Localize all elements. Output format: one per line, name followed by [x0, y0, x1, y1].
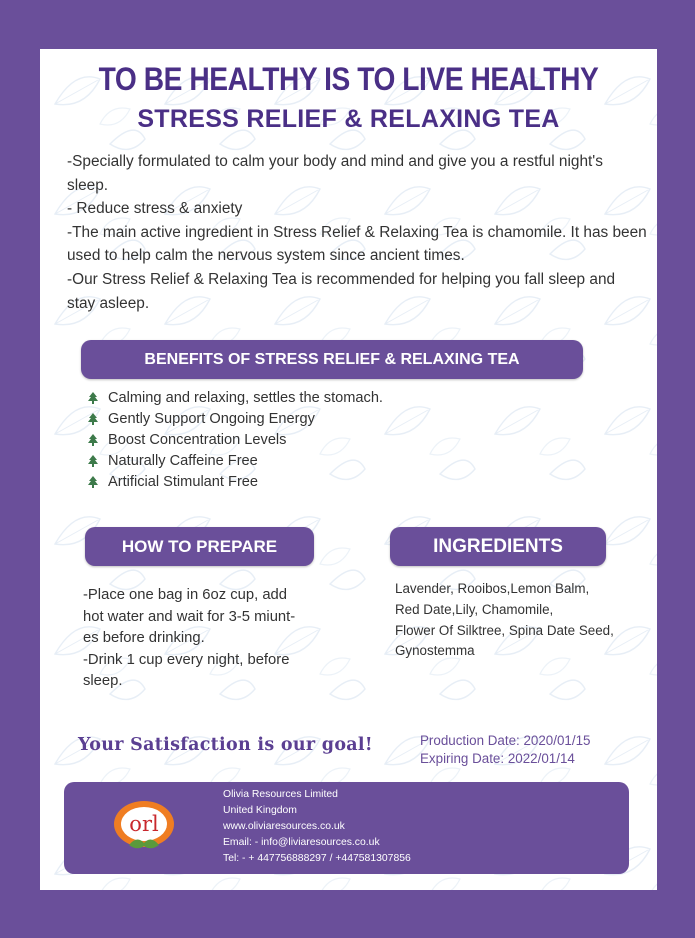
leaf-bullet-icon: [86, 391, 100, 405]
intro-text: [67, 150, 647, 315]
company-email[interactable]: Email: - info@liviaresources.co.uk: [223, 837, 380, 848]
company-website[interactable]: www.oliviaresources.co.uk: [223, 821, 345, 832]
benefit-text: Boost Concentration Levels: [108, 431, 287, 448]
prepare-line: hot water and wait for 3-5 miunt-: [83, 608, 296, 625]
ingredients-list: [395, 579, 645, 662]
page-headline: TO BE HEALTHY IS TO LIVE HEALTHY: [98, 61, 599, 97]
company-phone: Tel: - + 447756888297 / +447581307856: [223, 853, 411, 864]
how-to-prepare-heading: HOW TO PREPARE: [85, 527, 314, 566]
prepare-instructions: [83, 585, 333, 693]
list-item: [86, 471, 506, 492]
list-item: [86, 388, 506, 409]
benefits-heading: BENEFITS OF STRESS RELIEF & RELAXING TEA: [81, 340, 583, 379]
leaf-bullet-icon: [86, 433, 100, 447]
product-title: STRESS RELIEF & RELAXING TEA: [137, 105, 560, 133]
ingredients-line: Lavender, Rooibos,Lemon Balm,: [395, 581, 590, 596]
benefit-text: Artificial Stimulant Free: [108, 473, 259, 490]
production-date: Production Date: 2020/01/15: [420, 733, 591, 748]
prepare-line: sleep.: [83, 673, 123, 689]
benefit-text: Calming and relaxing, settles the stomach.: [108, 390, 383, 407]
contact-details: [223, 787, 411, 867]
intro-line: - Reduce stress & anxiety: [67, 200, 243, 218]
list-item: [86, 450, 506, 471]
benefits-list: [86, 388, 506, 492]
dates-block: [420, 732, 590, 768]
company-name: Olivia Resources Limited: [223, 789, 338, 800]
slogan: Your Satisfaction is our goal!: [78, 735, 373, 755]
ingredients-line: Flower Of Silktree, Spina Date Seed,: [395, 622, 614, 638]
benefit-text: Naturally Caffeine Free: [108, 452, 258, 469]
intro-line: -The main active ingredient in Stress Relief & Relaxing Tea is chamomile. It has been used to help calm the nervous system since ancient times.: [67, 223, 647, 265]
ingredients-line: Red Date,Lily, Chamomile,: [395, 601, 554, 617]
list-item: [86, 409, 506, 430]
ingredients-heading: INGREDIENTS: [390, 527, 606, 566]
logo-text: orl: [129, 812, 159, 836]
contact-footer: [64, 782, 629, 874]
intro-line: -Our Stress Relief & Relaxing Tea is recommended for helping you fall sleep and stay asleep.: [67, 270, 616, 312]
prepare-line: -Drink 1 cup every night, before: [83, 651, 290, 668]
prepare-line: es before drinking.: [83, 630, 205, 646]
prepare-line: -Place one bag in 6oz cup, add: [83, 587, 288, 603]
flyer-card: [40, 49, 657, 890]
ingredients-line: Gynostemma: [395, 643, 475, 659]
leaf-bullet-icon: [86, 412, 100, 426]
benefit-text: Gently Support Ongoing Energy: [108, 411, 315, 428]
leaf-bullet-icon: [86, 454, 100, 468]
leaf-bullet-icon: [86, 475, 100, 489]
company-country: United Kingdom: [223, 805, 297, 816]
expiring-date: Expiring Date: 2022/01/14: [420, 751, 575, 766]
intro-line: -Specially formulated to calm your body and mind and give you a restful night's sleep.: [67, 153, 603, 194]
company-logo: [113, 799, 175, 851]
list-item: [86, 430, 506, 451]
